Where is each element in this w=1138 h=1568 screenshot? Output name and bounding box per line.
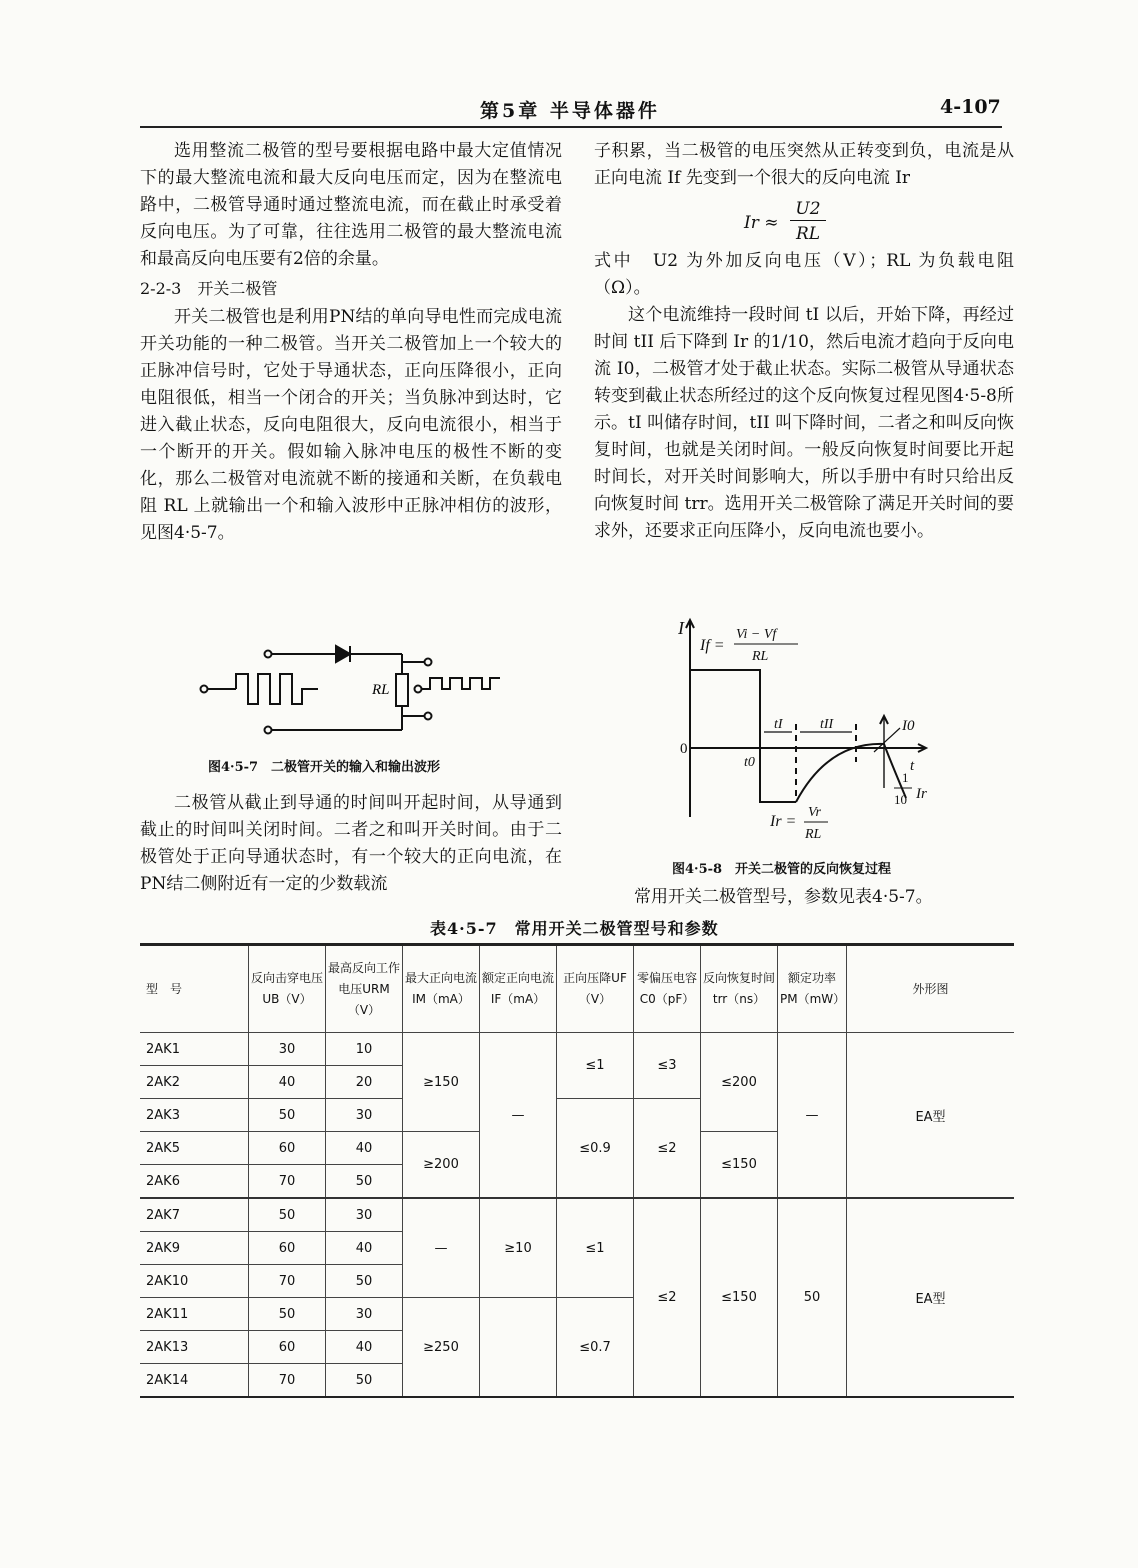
paragraph-rectifier-selection: 选用整流二极管的型号要根据电路中最大定值情况下的最大整流电流和最大反向电压而定，因为在整流电路中，二极管导通时通过整流电流，而在截止时承受着反向电压。为了可靠，往往选用二极管的最大整流电流和最高反向电压要有2倍的余量。 xyxy=(140,141,562,269)
header-uf: 正向压降UF（V） xyxy=(557,945,634,1033)
cell-urm: 20 xyxy=(326,1066,403,1099)
figure-caption-4-5-7: 图4·5-7 二极管开关的输入和输出波形 xyxy=(208,760,441,775)
axis-t-label: t xyxy=(910,758,915,774)
cell-ub: 60 xyxy=(249,1132,326,1165)
header-trr: 反向恢复时间trr（ns） xyxy=(701,945,778,1033)
cell-ub: 70 xyxy=(249,1364,326,1398)
cell-ub: 60 xyxy=(249,1232,326,1265)
cell-pm: — xyxy=(778,1033,847,1199)
figure-diode-switch xyxy=(196,632,516,742)
cell-c0: ≤2 xyxy=(634,1099,701,1199)
load-resistor-label: RL xyxy=(372,682,390,698)
cell-model: 2AK11 xyxy=(140,1298,249,1331)
cell-im: ≥150 xyxy=(403,1033,480,1132)
header-model: 型 号 xyxy=(140,945,249,1033)
cell-model: 2AK7 xyxy=(140,1198,249,1232)
reverse-current-label: Ir = xyxy=(770,813,797,830)
section-heading: 2-2-3 开关二极管 xyxy=(140,279,278,298)
table-header-row xyxy=(140,945,1014,1033)
cell-model: 2AK14 xyxy=(140,1364,249,1398)
paragraph-switching-diode: 开关二极管也是利用PN结的单向导电性而完成电流开关功能的一种二极管。当开关二极管加上一个较大的正脉冲信号时，它处于导通状态，正向压降很小，正向电阻很低，相当一个闭合的开关；当负脉冲到达时，它进入截止状态，反向电阻很大，反向电流很小，相当于一个断开的开关。假如输入脉冲电压的极性不断的变化，那么二极管对电流就不断的接通和关断，在负载电阻 RL 上就输出一个和输入波形中正脉冲相仿的波形，见图4·5-7。 xyxy=(140,307,562,543)
cell-ub: 50 xyxy=(249,1298,326,1331)
forward-current-label: If = xyxy=(700,637,725,654)
cell-uf: ≤0.9 xyxy=(557,1099,634,1199)
cell-model: 2AK1 xyxy=(140,1033,249,1066)
cell-urm: 10 xyxy=(326,1033,403,1066)
cell-shape: EA型 xyxy=(847,1033,1015,1199)
cell-im: ≥250 xyxy=(403,1298,480,1398)
cell-urm: 50 xyxy=(326,1265,403,1298)
cell-urm: 40 xyxy=(326,1132,403,1165)
t2-label: tII xyxy=(820,717,834,732)
cell-if-empty xyxy=(480,1298,557,1398)
cell-shape: EA型 xyxy=(847,1198,1015,1397)
cell-ub: 70 xyxy=(249,1265,326,1298)
header-rule xyxy=(140,126,1002,128)
cell-model: 2AK9 xyxy=(140,1232,249,1265)
tenth-ir-label: Ir xyxy=(916,786,927,802)
chapter-title: 第5章 半导体器件 xyxy=(480,100,660,122)
tenth-denominator: 10 xyxy=(894,792,907,807)
header-urm: 最高反向工作电压URM（V） xyxy=(326,945,403,1033)
cell-urm: 40 xyxy=(326,1331,403,1364)
switching-diode-table xyxy=(140,943,1014,1398)
header-c0: 零偏压电容C0（pF） xyxy=(634,945,701,1033)
cell-urm: 50 xyxy=(326,1165,403,1199)
cell-urm: 50 xyxy=(326,1364,403,1398)
header-im: 最大正向电流IM（mA） xyxy=(403,945,480,1033)
header-shape: 外形图 xyxy=(847,945,1015,1033)
header-pm: 额定功率PM（mW） xyxy=(778,945,847,1033)
paragraph-switching-time: 二极管从截止到导通的时间叫开起时间，从导通到截止的时间叫关闭时间。二者之和叫开关时间。由于二极管处于正向导通状态时，有一个较大的正向电流，在PN结二侧附近有一定的少数载流 xyxy=(140,793,562,894)
cell-ub: 60 xyxy=(249,1331,326,1364)
reverse-current-denominator: RL xyxy=(805,827,822,842)
cell-trr: ≤150 xyxy=(701,1132,778,1199)
cell-uf: ≤0.7 xyxy=(557,1298,634,1398)
table-row xyxy=(140,1198,1014,1232)
t1-label: tI xyxy=(774,717,783,732)
table-reference-text: 常用开关二极管型号，参数见表4·5-7。 xyxy=(634,887,933,907)
cell-model: 2AK2 xyxy=(140,1066,249,1099)
page-number: 4-107 xyxy=(940,96,1001,118)
formula-denominator: RL xyxy=(795,224,821,244)
cell-im: — xyxy=(403,1198,480,1298)
reverse-current-numerator: Vr xyxy=(808,805,821,820)
table-row xyxy=(140,1033,1014,1066)
forward-current-denominator: RL xyxy=(752,649,769,664)
tenth-numerator: 1 xyxy=(902,770,909,785)
cell-ub: 70 xyxy=(249,1165,326,1199)
cell-urm: 30 xyxy=(326,1298,403,1331)
formula-reverse-current xyxy=(594,192,1014,248)
cell-pm: 50 xyxy=(778,1198,847,1397)
header-if: 额定正向电流IF（mA） xyxy=(480,945,557,1033)
header-ub: 反向击穿电压UB（V） xyxy=(249,945,326,1033)
cell-trr: ≤150 xyxy=(701,1198,778,1397)
left-column-bottom xyxy=(140,790,562,898)
i0-label: I0 xyxy=(902,718,915,734)
origin-label: 0 xyxy=(680,741,688,757)
cell-c0: ≤3 xyxy=(634,1033,701,1099)
paragraph-carrier-accumulation: 子积累，当二极管的电压突然从正转变到负，电流是从正向电流 If 先变到一个很大的反向电流 Ir xyxy=(594,141,1014,188)
cell-urm: 30 xyxy=(326,1198,403,1232)
reverse-recovery-plot xyxy=(678,612,948,852)
cell-if: — xyxy=(480,1033,557,1199)
cell-ub: 40 xyxy=(249,1066,326,1099)
cell-model: 2AK10 xyxy=(140,1265,249,1298)
cell-ub: 50 xyxy=(249,1198,326,1232)
figure-caption-4-5-8: 图4·5-8 开关二极管的反向恢复过程 xyxy=(672,862,892,877)
cell-ub: 50 xyxy=(249,1099,326,1132)
cell-model: 2AK3 xyxy=(140,1099,249,1132)
paragraph-formula-note: 式中 U2 为外加反向电压（V）；RL 为负载电阻（Ω）。 xyxy=(594,251,1014,298)
formula-lhs: Ir ≈ xyxy=(744,213,779,233)
axis-i-label: I xyxy=(678,618,684,638)
cell-urm: 40 xyxy=(326,1232,403,1265)
t0-label: t0 xyxy=(744,755,755,770)
cell-uf: ≤1 xyxy=(557,1198,634,1298)
cell-im: ≥200 xyxy=(403,1132,480,1199)
cell-uf: ≤1 xyxy=(557,1033,634,1099)
cell-model: 2AK13 xyxy=(140,1331,249,1364)
cell-ub: 30 xyxy=(249,1033,326,1066)
right-column xyxy=(594,138,1014,545)
switch-circuit-diagram xyxy=(196,632,516,742)
table-title: 表4·5-7 常用开关二极管型号和参数 xyxy=(430,919,719,938)
cell-urm: 30 xyxy=(326,1099,403,1132)
paragraph-reverse-recovery: 这个电流维持一段时间 tI 以后，开始下降，再经过时间 tII 后下降到 Ir 的1/10，然后电流才趋向于反向电流 I0，二极管才处于截止状态。实际二极管从导通状态转变到截止状态所经过的这个反向恢复过程见图4·5-8所示。tI 叫储存时间，tII 叫下降时间，二者之和叫反向恢复时间，也就是关闭时间。一般反向恢复时间要比开起时间长，对开关时间影响大，所以手册中有时只给出反向恢复时间 trr。选用开关二极管除了满足开关时间的要求外，还要求正向压降小，反向电流也要小。 xyxy=(594,305,1014,541)
cell-if: ≥10 xyxy=(480,1198,557,1298)
formula-numerator: U2 xyxy=(795,199,821,219)
figure-reverse-recovery xyxy=(678,612,948,852)
forward-current-numerator: Vi − Vf xyxy=(736,627,777,642)
cell-trr: ≤200 xyxy=(701,1033,778,1132)
left-column xyxy=(140,138,562,547)
cell-model: 2AK5 xyxy=(140,1132,249,1165)
cell-model: 2AK6 xyxy=(140,1165,249,1199)
cell-c0: ≤2 xyxy=(634,1198,701,1397)
